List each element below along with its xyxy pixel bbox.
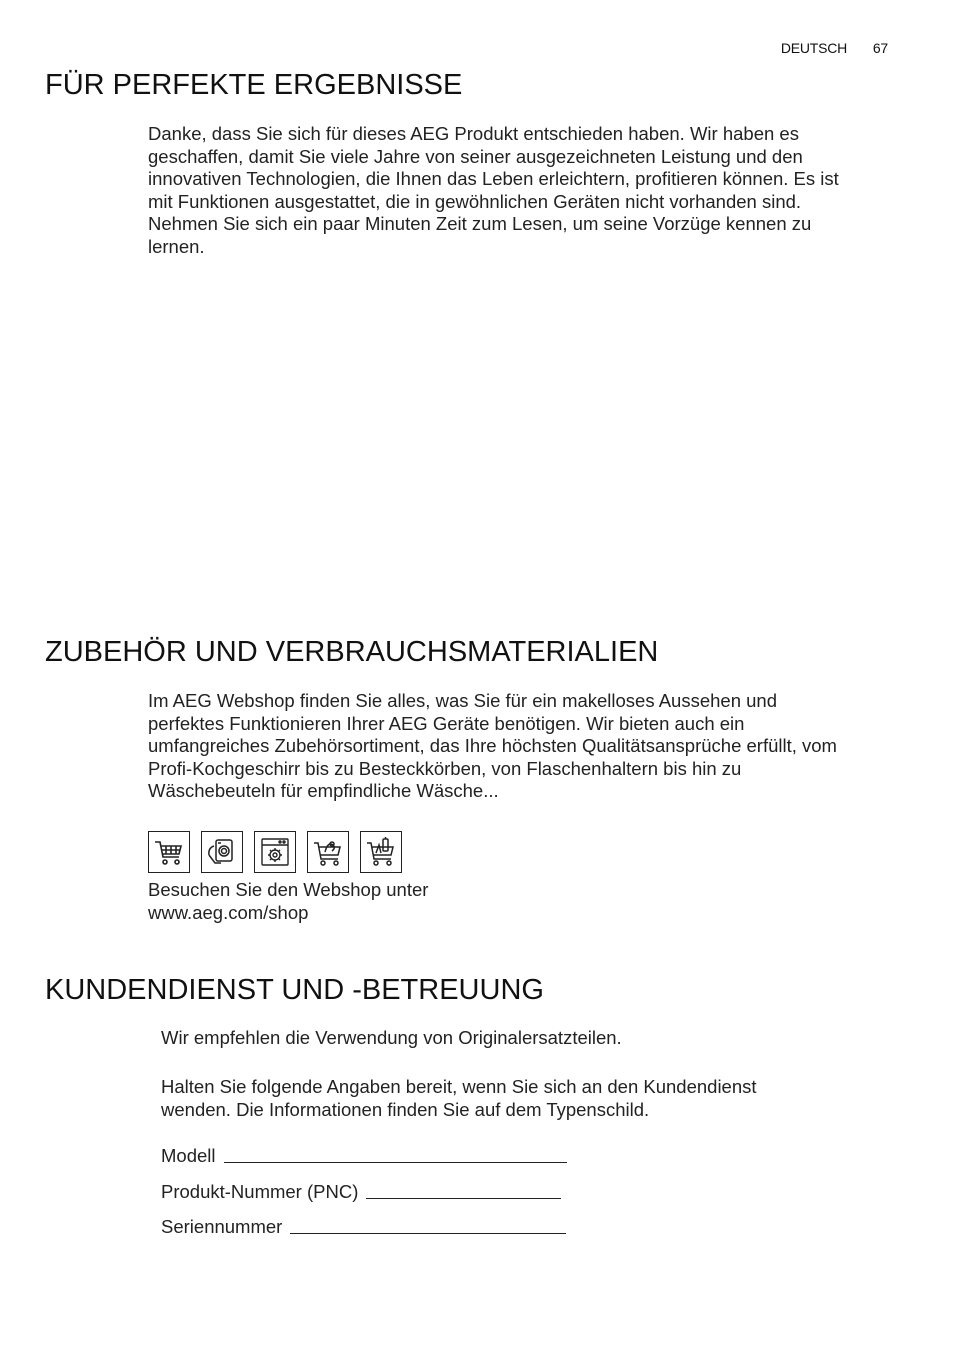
model-blank-line <box>224 1162 567 1163</box>
model-field <box>161 1145 567 1167</box>
paragraph-line: wenden. Die Informationen finden Sie auf dem Typenschild. <box>161 1098 650 1120</box>
paragraph-line: mit Funktionen ausgestattet, die in gewöhnlichen Geräten nicht vorhanden sind. <box>148 190 802 212</box>
paragraph-line: innovativen Technologien, die Ihnen das Leben erleichtern, profitieren können. Es ist <box>148 168 839 190</box>
cart-bottle-icon <box>360 831 402 873</box>
webshop-url: www.aeg.com/shop <box>148 901 309 923</box>
section-title-results: FÜR PERFEKTE ERGEBNISSE <box>45 69 463 101</box>
paragraph-line: Danke, dass Sie sich für dieses AEG Produkt entschieden haben. Wir haben es <box>148 123 799 144</box>
oven-gear-icon <box>254 831 296 873</box>
pnc-blank-line <box>366 1198 561 1199</box>
paragraph-line: Wäschebeuteln für empfindliche Wäsche... <box>148 780 499 802</box>
paragraph-line: geschaffen, damit Sie viele Jahre von seiner ausgezeichneten Leistung und den <box>148 145 803 167</box>
paragraph-line: Halten Sie folgende Angaben bereit, wenn Sie sich an den Kundendienst <box>161 1076 757 1097</box>
paragraph-line: Profi-Kochgeschirr bis zu Besteckkörben, von Flaschenhaltern bis hin zu <box>148 757 742 779</box>
model-label: Modell <box>161 1145 216 1166</box>
paragraph-line: perfektes Funktionieren Ihrer AEG Geräte benötigen. Wir bieten auch ein <box>148 712 745 734</box>
webshop-icon-row <box>148 831 402 873</box>
section-title-accessories: ZUBEHÖR UND VERBRAUCHSMATERIALIEN <box>45 636 659 668</box>
page-number: 67 <box>872 40 888 56</box>
paragraph-line: lernen. <box>148 235 205 257</box>
serial-blank-line <box>290 1233 566 1234</box>
intro-paragraph <box>148 123 839 259</box>
serial-label: Seriennummer <box>161 1216 283 1237</box>
service-info-paragraph <box>161 1076 757 1121</box>
recommendation-text: Wir empfehlen die Verwendung von Originalersatzteilen. <box>161 1027 622 1048</box>
webshop-visit-text <box>148 879 428 924</box>
paragraph-line: Nehmen Sie sich ein paar Minuten Zeit zum Lesen, um seine Vorzüge kennen zu <box>148 213 812 235</box>
pnc-field <box>161 1181 561 1203</box>
section-title-service: KUNDENDIENST UND -BETREUUNG <box>45 974 544 1006</box>
washing-machine-icon <box>201 831 243 873</box>
page-header <box>781 40 888 56</box>
paragraph-line: umfangreiches Zubehörsortiment, das Ihre höchsten Qualitätsansprüche erfüllt, vom <box>148 735 837 757</box>
accessories-paragraph <box>148 690 837 803</box>
shopping-cart-icon <box>148 831 190 873</box>
serial-field <box>161 1216 566 1238</box>
visit-line: Besuchen Sie den Webshop unter <box>148 879 429 900</box>
pnc-label: Produkt-Nummer (PNC) <box>161 1181 359 1202</box>
language-label: DEUTSCH <box>780 40 848 56</box>
cart-accessories-icon <box>307 831 349 873</box>
paragraph-line: Im AEG Webshop finden Sie alles, was Sie für ein makelloses Aussehen und <box>148 690 778 711</box>
